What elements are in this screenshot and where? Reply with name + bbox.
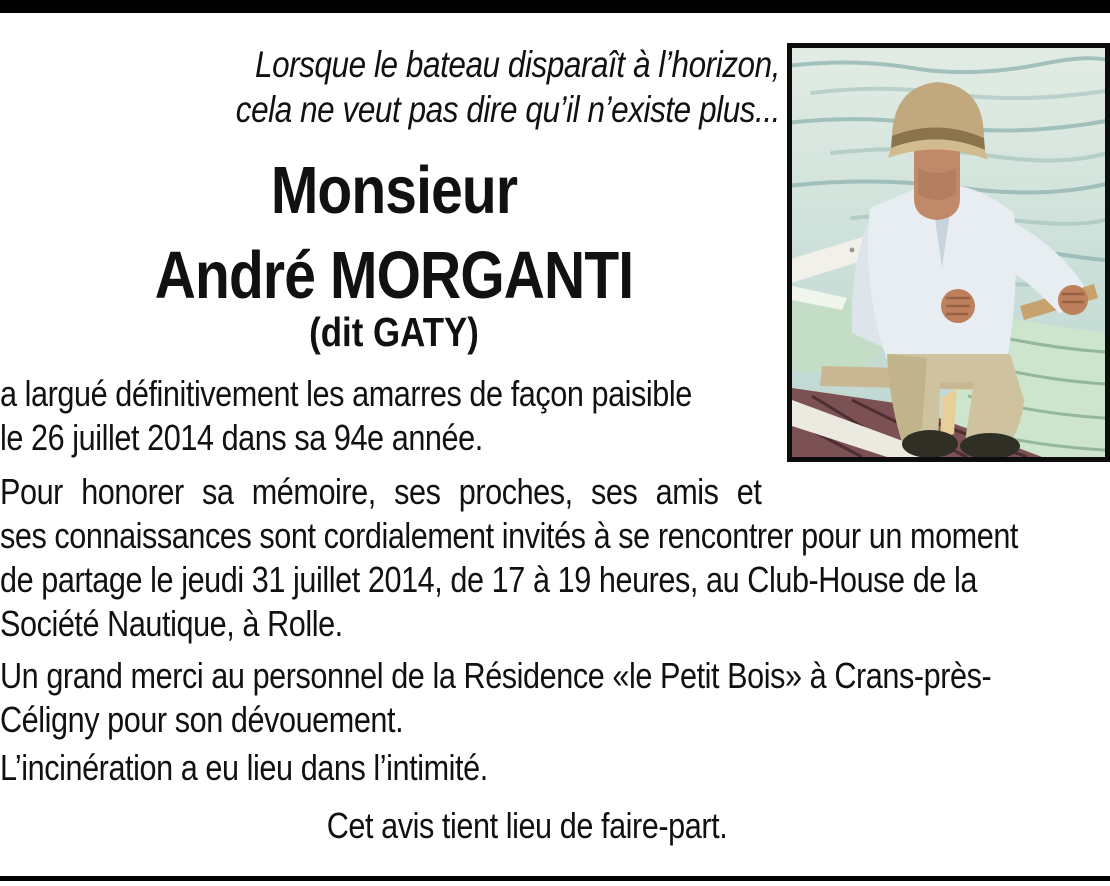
paragraph-ceremony-line-1: Pour honorer sa mémoire, ses proches, ses amis et (0, 471, 762, 512)
deceased-nickname (0, 308, 788, 356)
paragraph-ceremony-line-4: Société Nautique, à Rolle. (0, 603, 343, 644)
memorial-quote (0, 42, 780, 132)
deceased-title-block (0, 148, 788, 318)
deceased-nickname-text: (dit GATY) (309, 309, 479, 355)
paragraph-ceremony-line-2: ses connaissances sont cordialement invités à se rencontrer pour un moment (0, 515, 1018, 556)
paragraph-cremation (0, 746, 1110, 790)
paragraph-thanks-line-1: Un grand merci au personnel de la Résidence «le Petit Bois» à Crans-près- (0, 655, 992, 696)
portrait-photo-illustration (792, 48, 1105, 457)
paragraph-death (0, 372, 788, 460)
paragraph-ceremony (0, 470, 1110, 646)
portrait-photo (787, 43, 1110, 462)
bottom-rule (0, 876, 1110, 881)
footer-notice (0, 804, 1054, 848)
memorial-quote-line-1: Lorsque le bateau disparaît à l’horizon, (255, 44, 780, 85)
memorial-quote-line-2: cela ne veut pas dire qu’il n’existe plus... (235, 89, 780, 130)
paragraph-thanks (0, 654, 1110, 742)
footer-notice-text: Cet avis tient lieu de faire-part. (326, 805, 728, 846)
deceased-name: André MORGANTI (154, 238, 634, 313)
paragraph-cremation-text: L’incinération a eu lieu dans l’intimité. (0, 747, 488, 788)
deceased-title: Monsieur (270, 153, 518, 228)
paragraph-death-line-2: le 26 juillet 2014 dans sa 94e année. (0, 417, 483, 458)
paragraph-death-line-1: a largué définitivement les amarres de façon paisible (0, 373, 692, 414)
paragraph-thanks-line-2: Céligny pour son dévouement. (0, 699, 404, 740)
paragraph-ceremony-line-3: de partage le jeudi 31 juillet 2014, de 17 à 19 heures, au Club-House de la (0, 559, 977, 600)
top-rule (0, 0, 1110, 13)
